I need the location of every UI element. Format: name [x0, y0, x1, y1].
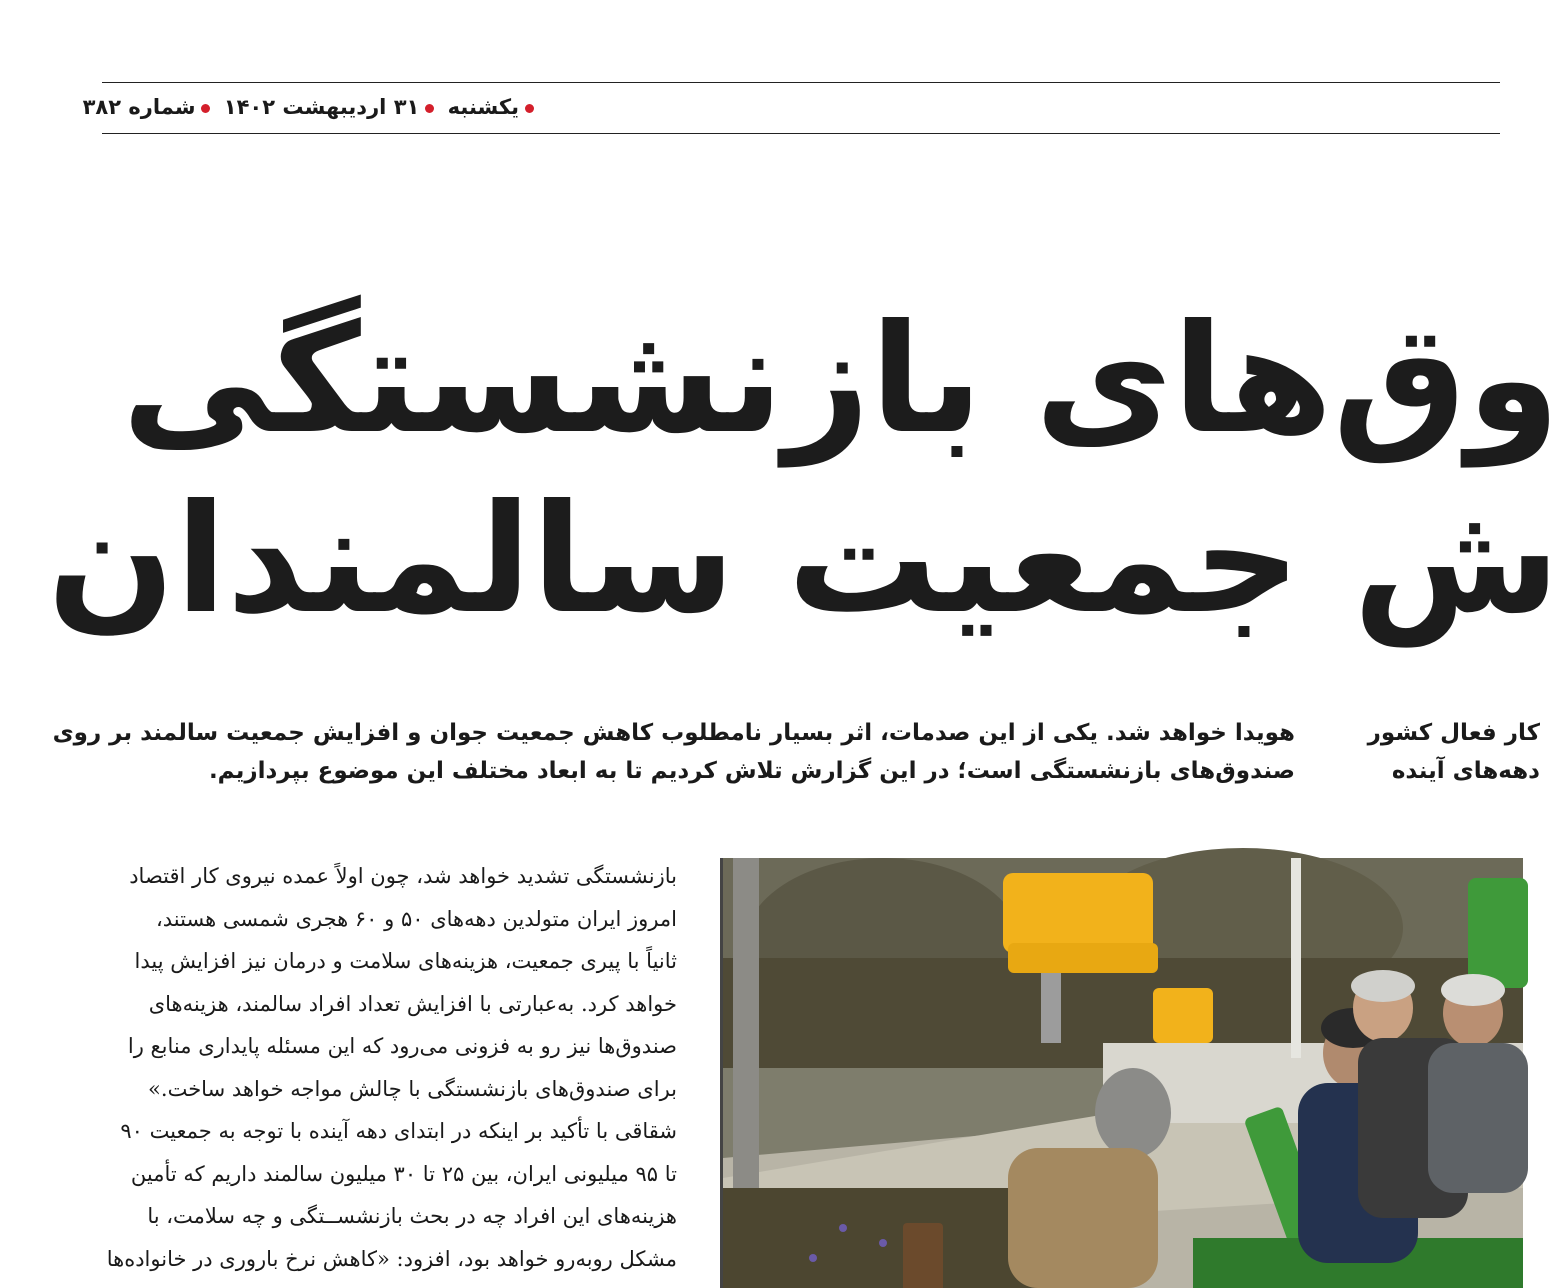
- lead-line-1: هویدا خواهد شد. یکی از این صدمات، اثر بسیار نامطلوب کاهش جمعیت جوان و افزایش جمعیت سالمند بر روی: [52, 720, 1295, 746]
- dateline-issue: شماره ۳۸۲: [82, 95, 196, 119]
- bullet-icon: [425, 104, 434, 113]
- lead-right-fragment: [1340, 714, 1540, 790]
- article-photo: [720, 858, 1523, 1288]
- body-line: خواهد کرد. به‌عبارتی با افزایش تعداد افراد سالمند، هزینه‌های: [148, 991, 677, 1016]
- body-line: صندوق‌ها نیز رو به فزونی می‌رود که این مسئله پایداری منابع را: [127, 1034, 677, 1058]
- dateline: [82, 92, 540, 122]
- lead-right-line-1: کار فعال کشور: [1367, 720, 1540, 746]
- body-line: شقاقی با تأکید بر اینکه در ابتدای دهه آینده با توجه به جمعیت ۹۰: [120, 1119, 677, 1143]
- body-line: تا ۹۵ میلیونی ایران، بین ۲۵ تا ۳۰ میلیون سالمند داریم که تأمین: [130, 1161, 677, 1186]
- body-line: بازنشستگی تشدید خواهد شد، چون اولاً عمده نیروی کار اقتصاد: [129, 864, 677, 888]
- lead-line-2: صندوق‌های بازنشستگی است؛ در این گزارش تلاش کردیم تا به ابعاد مختلف این موضوع بپردازیم.: [208, 758, 1295, 784]
- headline-line-1: وق‌های بازنشستگی: [121, 293, 1560, 467]
- lead-paragraph: [52, 714, 1295, 790]
- body-line: ثانیاً با پیری جمعیت، هزینه‌های سلامت و درمان نیز افزایش پیدا: [134, 949, 677, 973]
- photo-elderly-men-on-bench: [723, 858, 1523, 1288]
- lead-right-line-2: دهه‌های آینده: [1391, 758, 1540, 784]
- bullet-icon: [201, 104, 210, 113]
- bullet-icon: [525, 104, 534, 113]
- body-line: امروز ایران متولدین دهه‌های ۵۰ و ۶۰ هجری شمسی هستند،: [155, 906, 677, 931]
- dateline-day: یکشنبه: [447, 95, 519, 119]
- header-rule-top: [102, 82, 1500, 83]
- body-line: هزینه‌های این افراد چه در بحث بازنشســتگی و چه سلامت، با: [147, 1204, 677, 1228]
- body-line: مشکل روبه‌رو خواهد بود، افزود: «کاهش نرخ باروری در خانواده‌ها: [106, 1246, 677, 1271]
- body-line: برای صندوق‌های بازنشستگی با چالش مواجه خواهد ساخت.»: [148, 1076, 677, 1101]
- header-rule-bottom: [102, 133, 1500, 134]
- headline-line-2: ش جمعیت سالمندان: [47, 473, 1560, 647]
- dateline-date: ۳۱ اردیبهشت ۱۴۰۲: [223, 95, 420, 119]
- body-text-column: [105, 855, 677, 1273]
